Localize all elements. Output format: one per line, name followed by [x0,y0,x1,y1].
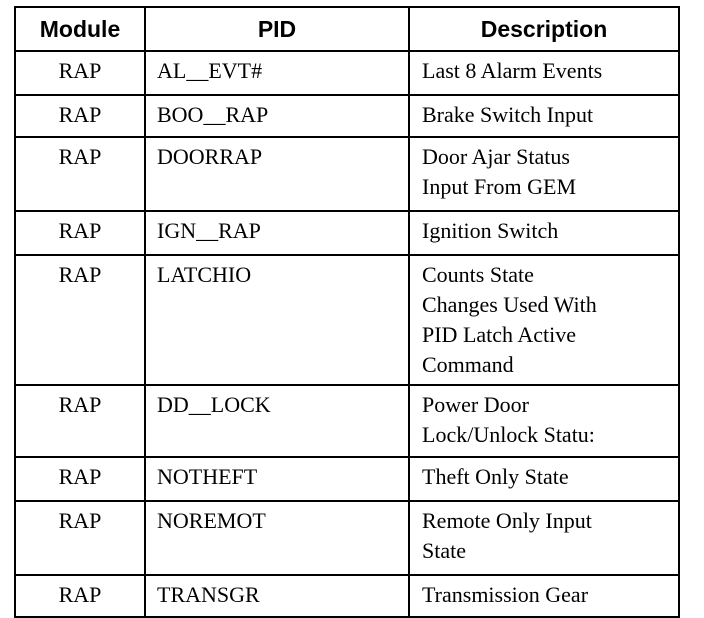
header-description: Description [409,7,679,51]
description-line: Transmission Gear [422,582,589,607]
description-cell [409,575,679,617]
pid-cell: DOORRAP [145,137,409,211]
module-cell: RAP [15,255,145,385]
module-cell: RAP [15,51,145,95]
pid-table [14,6,680,618]
module-cell: RAP [15,385,145,457]
description-line: PID Latch Active [422,322,576,347]
description-line: Remote Only Input [422,508,592,533]
pid-cell: LATCHIO [145,255,409,385]
description-line: Lock/Unlock Statu: [422,422,595,447]
description-line: Door Ajar Status [422,144,570,169]
module-cell: RAP [15,501,145,575]
description-cell [409,457,679,501]
description-cell [409,501,679,575]
description-line: Input From GEM [422,174,576,199]
description-cell [409,95,679,137]
pid-cell: TRANSGR [145,575,409,617]
description-cell [409,385,679,457]
description-cell [409,51,679,95]
table-row [15,211,679,255]
description-cell [409,137,679,211]
description-line: Theft Only State [422,464,569,489]
pid-cell: NOREMOT [145,501,409,575]
table-row [15,501,679,575]
table-header-row [15,7,679,51]
module-cell: RAP [15,575,145,617]
table-row [15,457,679,501]
module-cell: RAP [15,211,145,255]
description-line: State [422,538,466,563]
header-module: Module [15,7,145,51]
table-row [15,385,679,457]
description-line: Changes Used With [422,292,597,317]
description-line: Brake Switch Input [422,102,594,127]
pid-cell: NOTHEFT [145,457,409,501]
pid-cell: IGN__RAP [145,211,409,255]
table-row [15,255,679,385]
table-row [15,575,679,617]
description-line: Command [422,352,514,377]
table-row [15,51,679,95]
pid-table-container [14,6,678,618]
module-cell: RAP [15,137,145,211]
table-row [15,137,679,211]
pid-cell: BOO__RAP [145,95,409,137]
module-cell: RAP [15,95,145,137]
header-pid: PID [145,7,409,51]
description-cell [409,255,679,385]
description-line: Counts State [422,262,534,287]
description-line: Last 8 Alarm Events [422,58,603,83]
description-cell [409,211,679,255]
description-line: Power Door [422,392,529,417]
description-line: Ignition Switch [422,218,559,243]
table-row [15,95,679,137]
module-cell: RAP [15,457,145,501]
pid-cell: DD__LOCK [145,385,409,457]
pid-cell: AL__EVT# [145,51,409,95]
